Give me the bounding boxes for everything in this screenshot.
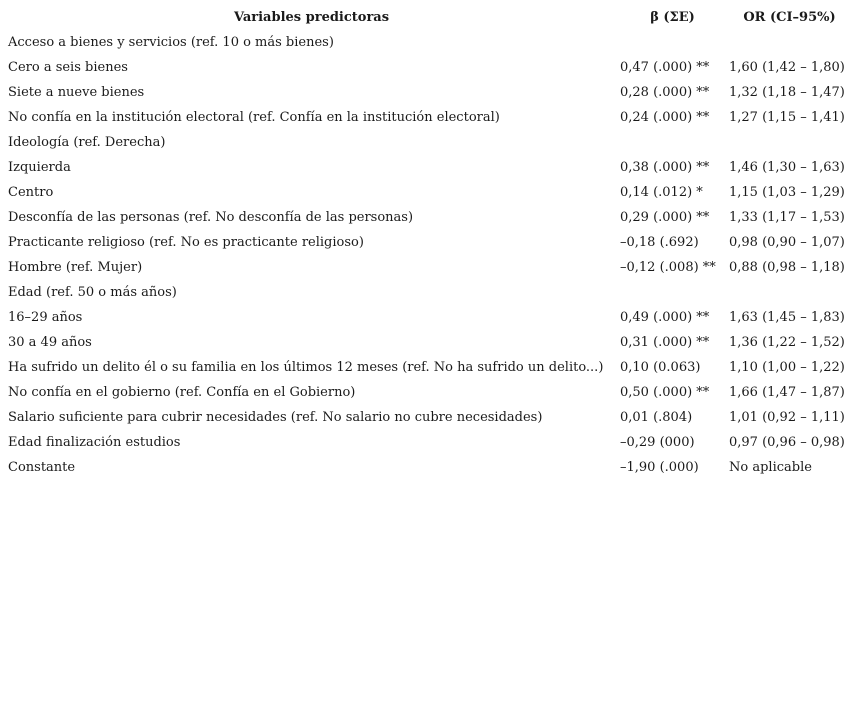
table-row <box>5 430 852 455</box>
cell-variable: Salario suficiente para cubrir necesidades (ref. No salario no cubre necesidades) <box>8 410 543 425</box>
table-row <box>5 330 852 355</box>
table-row <box>5 30 852 55</box>
cell-beta: 0,50 (.000) ** <box>620 385 710 400</box>
table-row <box>5 255 852 280</box>
cell-or: 1,36 (1,22 – 1,52) <box>729 335 845 350</box>
cell-beta <box>618 30 727 55</box>
table-row <box>5 280 852 305</box>
header-row <box>5 5 852 30</box>
table-row <box>5 180 852 205</box>
header-beta: β (ΣΕ) <box>650 10 695 25</box>
cell-variable: Edad (ref. 50 o más años) <box>8 285 177 300</box>
cell-beta: 0,29 (.000) ** <box>620 210 710 225</box>
cell-beta: 0,31 (.000) ** <box>620 335 710 350</box>
table-row <box>5 105 852 130</box>
cell-or: 1,60 (1,42 – 1,80) <box>729 60 845 75</box>
cell-beta: 0,38 (.000) ** <box>620 160 710 175</box>
cell-or: 1,63 (1,45 – 1,83) <box>729 310 845 325</box>
cell-variable: Hombre (ref. Mujer) <box>8 260 143 275</box>
cell-or <box>727 280 852 305</box>
cell-or: 0,97 (0,96 – 0,98) <box>729 435 845 450</box>
cell-beta: –0,18 (.692) <box>620 235 699 250</box>
table-row <box>5 305 852 330</box>
cell-or: 1,33 (1,17 – 1,53) <box>729 210 845 225</box>
table-row <box>5 205 852 230</box>
cell-variable: Siete a nueve bienes <box>8 85 145 100</box>
cell-beta: 0,10 (0.063) <box>620 360 701 375</box>
table-header <box>5 5 852 30</box>
table-row <box>5 355 852 380</box>
table-row <box>5 405 852 430</box>
cell-beta: 0,28 (.000) ** <box>620 85 710 100</box>
cell-or: 1,32 (1,18 – 1,47) <box>729 85 845 100</box>
regression-results-table <box>5 5 852 480</box>
cell-or: No aplicable <box>729 460 812 475</box>
cell-variable: Ha sufrido un delito él o su familia en los últimos 12 meses (ref. No ha sufrido un delito...) <box>8 360 604 375</box>
table-row <box>5 455 852 480</box>
cell-beta: 0,49 (.000) ** <box>620 310 710 325</box>
cell-variable: Izquierda <box>8 160 71 175</box>
cell-variable: No confía en el gobierno (ref. Confía en el Gobierno) <box>8 385 356 400</box>
cell-or: 1,10 (1,00 – 1,22) <box>729 360 845 375</box>
cell-variable: Cero a seis bienes <box>8 60 128 75</box>
cell-or: 1,01 (0,92 – 1,11) <box>729 410 845 425</box>
cell-beta: 0,14 (.012) * <box>620 185 703 200</box>
cell-variable: Ideología (ref. Derecha) <box>8 135 166 150</box>
cell-or: 1,27 (1,15 – 1,41) <box>729 110 845 125</box>
table-row <box>5 230 852 255</box>
cell-or: 1,66 (1,47 – 1,87) <box>729 385 845 400</box>
cell-beta: –0,12 (.008) ** <box>620 260 716 275</box>
cell-or: 0,88 (0,98 – 1,18) <box>729 260 845 275</box>
cell-variable: Desconfía de las personas (ref. No desconfía de las personas) <box>8 210 414 225</box>
cell-variable: 16–29 años <box>8 310 83 325</box>
cell-variable: 30 a 49 años <box>8 335 92 350</box>
cell-variable: Edad finalización estudios <box>8 435 181 450</box>
cell-beta <box>618 280 727 305</box>
table-row <box>5 155 852 180</box>
cell-or <box>727 130 852 155</box>
table-row <box>5 130 852 155</box>
table-row <box>5 55 852 80</box>
cell-beta: 0,47 (.000) ** <box>620 60 710 75</box>
cell-beta: 0,24 (.000) ** <box>620 110 710 125</box>
cell-variable: No confía en la institución electoral (ref. Confía en la institución electoral) <box>8 110 500 125</box>
table-row <box>5 80 852 105</box>
cell-variable: Centro <box>8 185 54 200</box>
cell-or <box>727 30 852 55</box>
cell-beta: –1,90 (.000) <box>620 460 699 475</box>
cell-or: 1,15 (1,03 – 1,29) <box>729 185 845 200</box>
table-row <box>5 380 852 405</box>
header-variable: Variables predictoras <box>233 10 390 25</box>
cell-variable: Practicante religioso (ref. No es practicante religioso) <box>8 235 364 250</box>
cell-or: 1,46 (1,30 – 1,63) <box>729 160 845 175</box>
header-or: OR (CI–95%) <box>743 10 836 25</box>
cell-beta: 0,01 (.804) <box>620 410 693 425</box>
cell-or: 0,98 (0,90 – 1,07) <box>729 235 845 250</box>
table-body <box>5 30 852 480</box>
cell-variable: Constante <box>8 460 76 475</box>
cell-beta <box>618 130 727 155</box>
cell-beta: –0,29 (000) <box>620 435 695 450</box>
cell-variable: Acceso a bienes y servicios (ref. 10 o más bienes) <box>8 35 334 50</box>
